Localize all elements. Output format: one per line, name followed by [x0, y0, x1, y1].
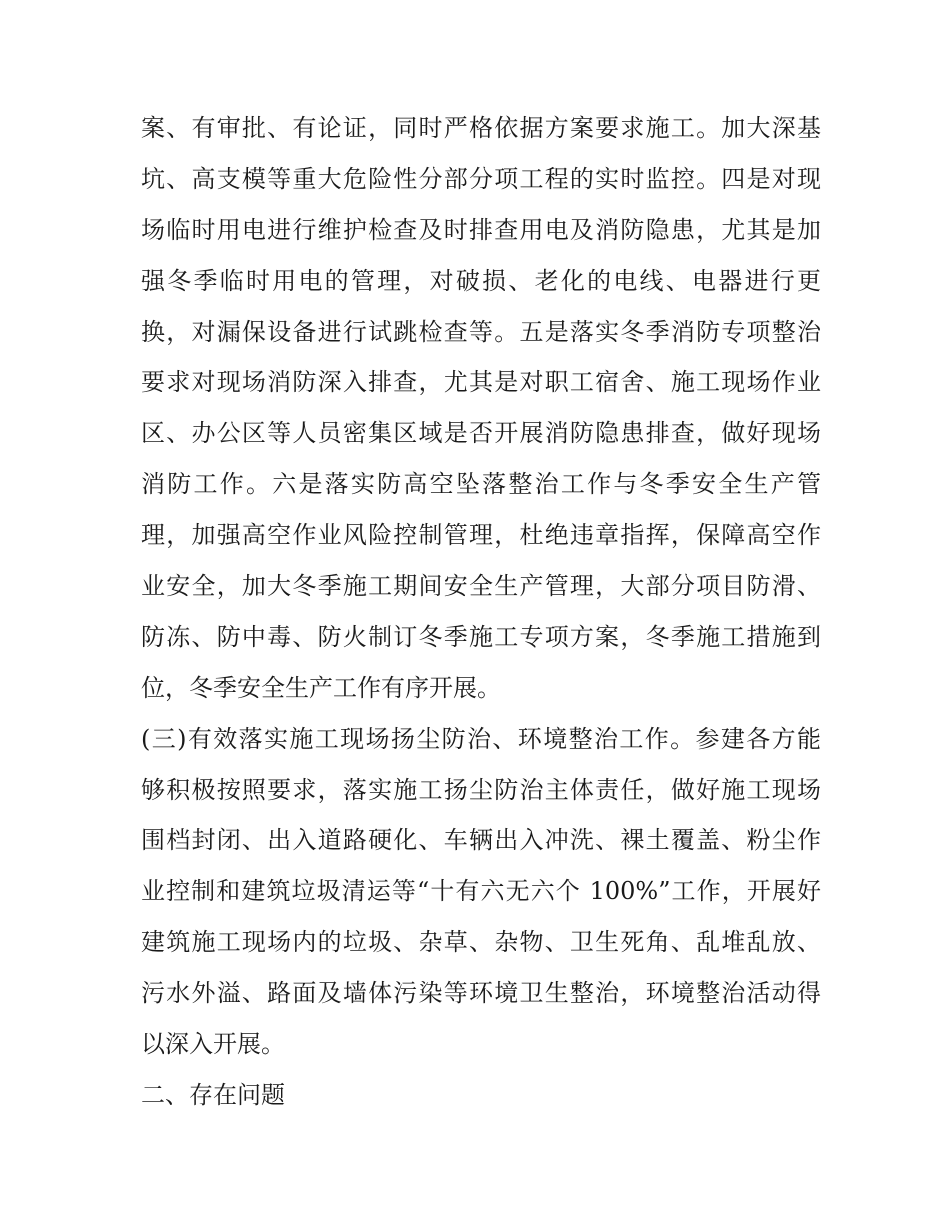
- text-line: 业控制和建筑垃圾清运等“十有六无六个 100%”工作，开展好: [141, 877, 821, 906]
- text-line: 消防工作。六是落实防高空坠落整治工作与冬季安全生产管: [141, 470, 821, 499]
- paragraph-safety-measures: [141, 103, 821, 714]
- text-line: 够积极按照要求，落实施工扬尘防治主体责任，做好施工现场: [141, 775, 821, 804]
- document-body: [141, 103, 821, 1121]
- text-line: 案、有审批、有论证，同时严格依据方案要求施工。加大深基: [141, 114, 821, 142]
- text-line: 区、办公区等人员密集区域是否开展消防隐患排查，做好现场: [141, 419, 821, 448]
- text-line: 防冻、防中毒、防火制订冬季施工专项方案，冬季施工措施到: [141, 622, 821, 651]
- text-line: 建筑施工现场内的垃圾、杂草、杂物、卫生死角、乱堆乱放、: [141, 928, 821, 957]
- section-heading: [141, 1070, 821, 1121]
- text-line: 强冬季临时用电的管理，对破损、老化的电线、电器进行更: [141, 266, 821, 295]
- text-line: 以深入开展。: [141, 1030, 285, 1059]
- text-line: 污水外溢、路面及墙体污染等环境卫生整治，环境整治活动得: [141, 979, 821, 1008]
- text-line: 要求对现场消防深入排查，尤其是对职工宿舍、施工现场作业: [141, 368, 821, 397]
- text-line: 场临时用电进行维护检查及时排查用电及消防隐患，尤其是加: [141, 215, 821, 244]
- text-line: 换，对漏保设备进行试跳检查等。五是落实冬季消防专项整治: [141, 317, 821, 346]
- section-heading-text: 二、存在问题: [141, 1080, 285, 1109]
- text-line: 理，加强高空作业风险控制管理，杜绝违章指挥，保障高空作: [141, 521, 821, 550]
- text-line: 业安全，加大冬季施工期间安全生产管理，大部分项目防滑、: [141, 572, 821, 601]
- text-line: 坑、高支模等重大危险性分部分项工程的实时监控。四是对现: [141, 164, 821, 193]
- text-line: 围档封闭、出入道路硬化、车辆出入冲洗、裸土覆盖、粉尘作: [141, 826, 821, 855]
- text-line: 位，冬季安全生产工作有序开展。: [141, 673, 501, 702]
- paragraph-dust-control: [141, 714, 821, 1070]
- text-line: (三)有效落实施工现场扬尘防治、环境整治工作。参建各方能: [141, 724, 821, 753]
